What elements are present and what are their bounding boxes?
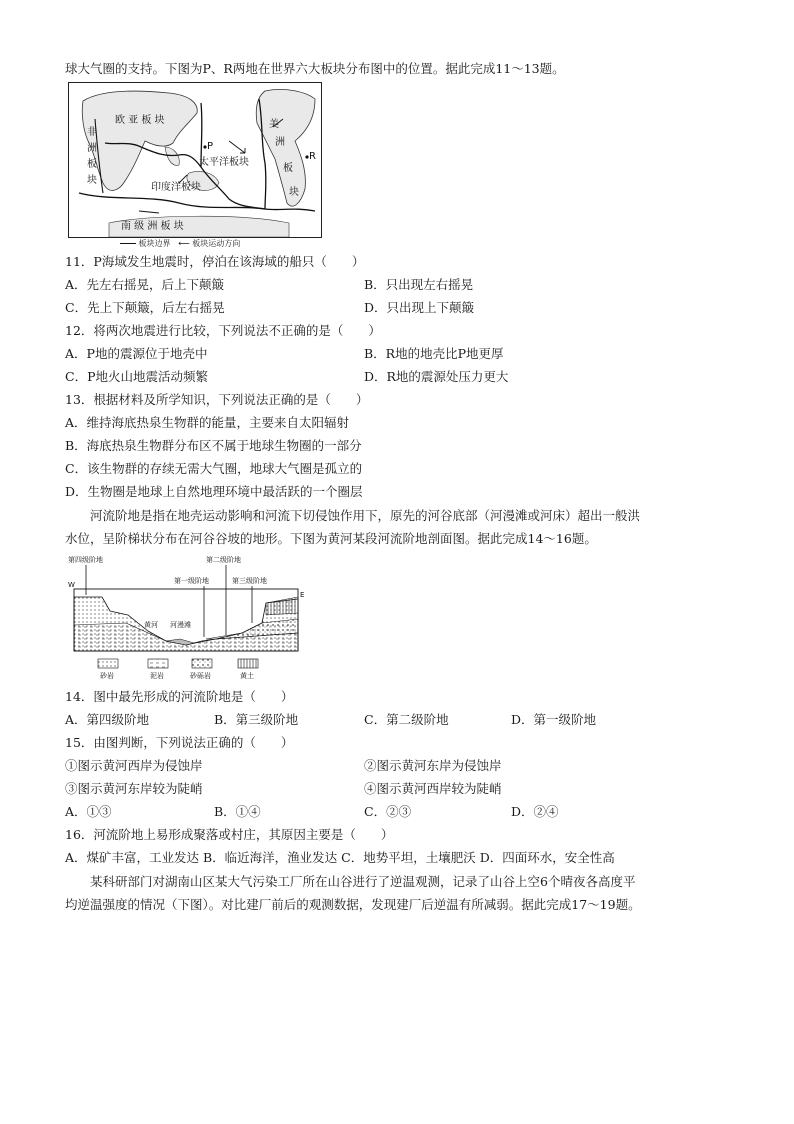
eurasian-plate-label: 欧 亚 板 块 [115, 115, 165, 126]
q15-statement-2: ②图示黄河东岸为侵蚀岸 [364, 758, 502, 773]
q12-option-c: C．P地火山地震活动频繁 [65, 369, 208, 384]
q12-option-a: A．P地的震源位于地壳中 [65, 346, 208, 361]
yellow-river-label: 黄河 [144, 621, 158, 629]
antarctic-plate-label: 南 级 洲 板 块 [121, 221, 184, 232]
east-label: E [300, 591, 305, 599]
american-plate-label-3: 板 [283, 163, 293, 174]
plate-map-figure [68, 82, 322, 238]
african-plate-label-1: 非 [87, 127, 97, 138]
intro-17-19-line-2: 均逆温强度的情况（下图）。对比建厂前后的观测数据，发现建厂后逆温有所减弱。据此完成17～19题。 [65, 897, 641, 912]
southern-plate-boundary [79, 193, 315, 211]
legend-label-gravel: 砂砾岩 [190, 672, 211, 680]
motion-legend-label: 板块运动方向 [192, 239, 241, 248]
q15-stem: 15．由图判断，下列说法正确的（ ） [65, 735, 294, 750]
boundary-legend-symbol [120, 243, 136, 244]
pacific-west-boundary [201, 103, 265, 209]
q15-statement-3: ③图示黄河东岸较为陡峭 [65, 781, 203, 796]
second-terrace-top-label: 第二级阶地 [206, 556, 241, 564]
terrace-svg [66, 553, 310, 681]
boundary-legend-label: 板块边界 [138, 239, 171, 248]
q11-option-b: B．只出现左右摇晃 [364, 277, 474, 292]
intro-14-16-line-2: 水位，呈阶梯状分布在河谷谷坡的地形。下图为黄河某段河流阶地剖面图。据此完成14～16题。 [65, 531, 597, 546]
q15-option-b: B．①④ [214, 804, 261, 819]
first-terrace-label: 第一级阶地 [174, 577, 209, 585]
q11-stem: 11．P海域发生地震时，停泊在该海域的船只（ ） [65, 254, 365, 269]
legend-swatch-mudstone [148, 659, 168, 668]
plate-map-legend [120, 238, 240, 249]
legend-swatch-gravel [192, 659, 212, 668]
q12-stem: 12．将两次地震进行比较，下列说法不正确的是（ ） [65, 323, 381, 338]
q13-option-a: A．维持海底热泉生物群的能量，主要来自太阳辐射 [65, 415, 350, 430]
q11-option-a: A．先左右摇晃，后上下颠簸 [65, 277, 225, 292]
point-p-label: P [207, 141, 214, 152]
q13-option-c: C．该生物群的存续无需大气圈，地球大气圈是孤立的 [65, 461, 363, 476]
motion-legend-symbol: ⟵ [178, 239, 190, 248]
eurasia-africa-landmass [82, 91, 197, 190]
q14-option-d: D．第一级阶地 [511, 712, 597, 727]
legend-label-mudstone: 泥岩 [150, 672, 164, 680]
intro-14-16-line-1: 河流阶地是指在地壳运动影响和河流下切侵蚀作用下，原先的河谷底部（河漫滩或河床）超出一般洪 [90, 508, 641, 523]
legend-label-sandstone: 砂岩 [100, 672, 114, 680]
q15-option-d: D．②④ [511, 804, 559, 819]
african-plate-label-4: 块 [87, 175, 97, 186]
india-landmass [165, 147, 179, 165]
q16-stem: 16．河流阶地上易形成聚落或村庄，其原因主要是（ ） [65, 827, 394, 842]
west-label: W [68, 581, 75, 589]
legend-label-loess: 黄土 [240, 672, 254, 680]
q16-options: A．煤矿丰富，工业发达 B．临近海洋，渔业发达 C．地势平坦，土壤肥沃 D．四面环水，安全性高 [65, 850, 615, 865]
legend-swatch-loess [238, 659, 258, 668]
indian-plate-label: 印度洋板块 [151, 182, 201, 193]
plate-map-svg [69, 83, 321, 237]
african-plate-label-2: 洲 [87, 143, 97, 154]
q14-stem: 14．图中最先形成的河流阶地是（ ） [65, 689, 294, 704]
point-p-marker [203, 145, 206, 148]
american-plate-label-1: 美 [269, 119, 279, 130]
pacific-plate-label: 太平洋板块 [199, 157, 249, 168]
motion-arrow [139, 211, 159, 213]
q15-option-c: C．②③ [364, 804, 412, 819]
q15-statement-1: ①图示黄河西岸为侵蚀岸 [65, 758, 203, 773]
third-terrace-label: 第三级阶地 [232, 577, 267, 585]
motion-arrow [229, 141, 245, 153]
loess-layer [266, 597, 298, 615]
q14-option-b: B．第三级阶地 [214, 712, 299, 727]
q11-option-d: D．只出现上下颠簸 [364, 300, 475, 315]
q14-option-a: A．第四级阶地 [65, 712, 150, 727]
fourth-terrace-label: 第四级阶地 [68, 556, 103, 564]
floodplain-label: 河漫滩 [170, 621, 191, 629]
african-plate-label-3: 板 [87, 159, 97, 170]
q15-option-a: A．①③ [65, 804, 112, 819]
terrace-figure [66, 553, 310, 681]
q13-option-b: B．海底热泉生物群分布区不属于地球生物圈的一部分 [65, 438, 362, 453]
q13-option-d: D．生物圈是地球上自然地理环境中最活跃的一个圈层 [65, 484, 363, 499]
q11-option-c: C．先上下颠簸，后左右摇晃 [65, 300, 225, 315]
legend-swatch-sandstone [98, 659, 118, 668]
american-plate-label-4: 块 [289, 187, 299, 198]
intro-17-19-line-1: 某科研部门对湖南山区某大气污染工厂所在山谷进行了逆温观测，记录了山谷上空6个晴夜各高度平 [90, 874, 636, 889]
american-plate-label-2: 洲 [275, 137, 285, 148]
point-r-label: R [309, 151, 316, 162]
intro-11-13: 球大气圈的支持。下图为P、R两地在世界六大板块分布图中的位置。据此完成11～13题。 [65, 61, 565, 76]
q14-option-c: C．第二级阶地 [364, 712, 449, 727]
q12-option-b: B．R地的地壳比P地更厚 [364, 346, 504, 361]
point-r-marker [305, 155, 308, 158]
q13-stem: 13．根据材料及所学知识，下列说法正确的是（ ） [65, 392, 369, 407]
q12-option-d: D．R地的震源处压力更大 [364, 369, 509, 384]
q15-statement-4: ④图示黄河西岸较为陡峭 [364, 781, 502, 796]
